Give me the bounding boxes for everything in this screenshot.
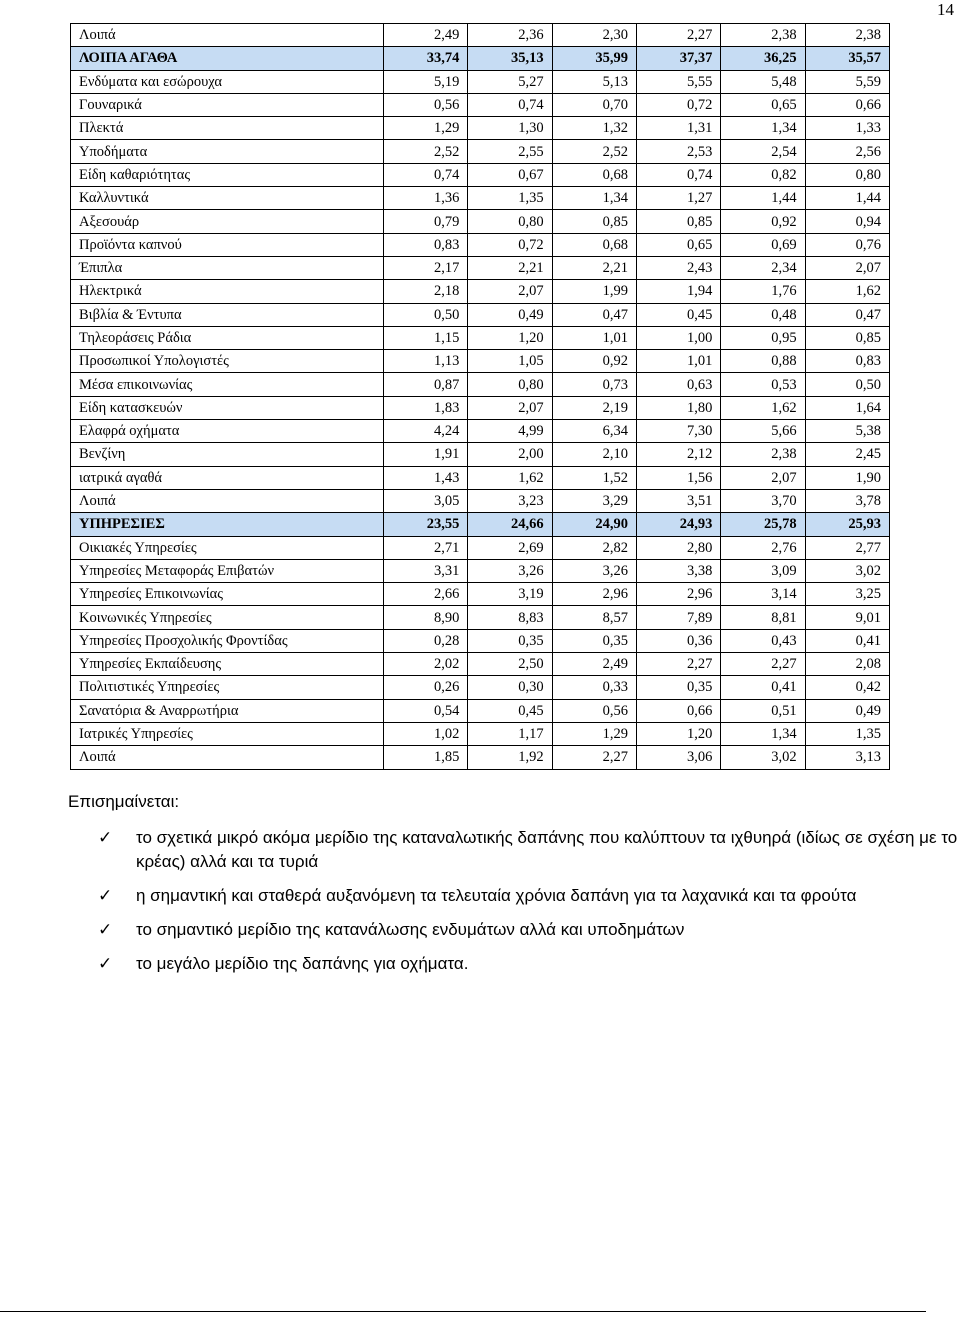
value-cell: 3,02 <box>721 746 805 769</box>
value-cell: 2,27 <box>552 746 636 769</box>
value-cell: 1,62 <box>721 396 805 419</box>
value-cell: 1,35 <box>805 722 889 745</box>
value-cell: 1,20 <box>468 326 552 349</box>
category-total-row <box>71 47 890 70</box>
value-cell: 0,51 <box>721 699 805 722</box>
value-cell: 0,41 <box>805 629 889 652</box>
value-cell: 36,25 <box>721 47 805 70</box>
value-cell: 37,37 <box>636 47 720 70</box>
value-cell: 35,57 <box>805 47 889 70</box>
value-cell: 0,45 <box>468 699 552 722</box>
value-cell: 8,83 <box>468 606 552 629</box>
value-cell: 24,66 <box>468 513 552 536</box>
value-cell: 9,01 <box>805 606 889 629</box>
value-cell: 1,94 <box>636 280 720 303</box>
value-cell: 1,29 <box>552 722 636 745</box>
note-text: το σχετικά μικρό ακόμα μερίδιο της καταναλωτικής δαπάνης που καλύπτουν τα ιχθυηρά (ιδίως σε σχέση με το κρέας) αλλά και τα τυριά <box>136 828 958 871</box>
row-label: Λοιπά <box>71 746 384 769</box>
value-cell: 2,38 <box>805 24 889 47</box>
value-cell: 1,56 <box>636 466 720 489</box>
value-cell: 1,20 <box>636 722 720 745</box>
value-cell: 2,00 <box>468 443 552 466</box>
row-label: Ενδύματα και εσώρουχα <box>71 70 384 93</box>
value-cell: 0,74 <box>636 163 720 186</box>
value-cell: 2,53 <box>636 140 720 163</box>
value-cell: 0,47 <box>805 303 889 326</box>
value-cell: 2,27 <box>636 653 720 676</box>
value-cell: 1,15 <box>384 326 468 349</box>
value-cell: 0,43 <box>721 629 805 652</box>
value-cell: 2,52 <box>552 140 636 163</box>
value-cell: 3,02 <box>805 559 889 582</box>
value-cell: 2,76 <box>721 536 805 559</box>
value-cell: 8,90 <box>384 606 468 629</box>
value-cell: 2,38 <box>721 443 805 466</box>
value-cell: 1,80 <box>636 396 720 419</box>
value-cell: 0,33 <box>552 676 636 699</box>
value-cell: 5,59 <box>805 70 889 93</box>
value-cell: 3,51 <box>636 489 720 512</box>
value-cell: 1,44 <box>805 187 889 210</box>
value-cell: 1,01 <box>552 326 636 349</box>
value-cell: 2,50 <box>468 653 552 676</box>
table-body <box>71 24 890 770</box>
value-cell: 3,25 <box>805 583 889 606</box>
table-row <box>71 233 890 256</box>
row-label: Υπηρεσίες Μεταφοράς Επιβατών <box>71 559 384 582</box>
value-cell: 0,94 <box>805 210 889 233</box>
value-cell: 1,05 <box>468 350 552 373</box>
value-cell: 0,79 <box>384 210 468 233</box>
row-label: Έπιπλα <box>71 256 384 279</box>
value-cell: 2,54 <box>721 140 805 163</box>
table-row <box>71 536 890 559</box>
table-row <box>71 559 890 582</box>
value-cell: 23,55 <box>384 513 468 536</box>
value-cell: 2,27 <box>721 653 805 676</box>
value-cell: 0,49 <box>805 699 889 722</box>
value-cell: 0,69 <box>721 233 805 256</box>
value-cell: 4,99 <box>468 420 552 443</box>
value-cell: 5,19 <box>384 70 468 93</box>
value-cell: 25,78 <box>721 513 805 536</box>
row-label: Σανατόρια & Αναρρωτήρια <box>71 699 384 722</box>
table-row <box>71 24 890 47</box>
value-cell: 2,45 <box>805 443 889 466</box>
value-cell: 0,82 <box>721 163 805 186</box>
value-cell: 3,78 <box>805 489 889 512</box>
value-cell: 3,70 <box>721 489 805 512</box>
value-cell: 25,93 <box>805 513 889 536</box>
row-label: Είδη κατασκευών <box>71 396 384 419</box>
value-cell: 3,29 <box>552 489 636 512</box>
value-cell: 0,85 <box>552 210 636 233</box>
value-cell: 0,45 <box>636 303 720 326</box>
table-row <box>71 606 890 629</box>
note-text: το σημαντικό μερίδιο της κατανάλωσης ενδυμάτων αλλά και υποδημάτων <box>136 920 685 939</box>
value-cell: 3,14 <box>721 583 805 606</box>
value-cell: 2,02 <box>384 653 468 676</box>
value-cell: 1,36 <box>384 187 468 210</box>
value-cell: 2,07 <box>468 280 552 303</box>
value-cell: 2,21 <box>552 256 636 279</box>
value-cell: 8,57 <box>552 606 636 629</box>
value-cell: 2,77 <box>805 536 889 559</box>
row-label: Κοινωνικές Υπηρεσίες <box>71 606 384 629</box>
value-cell: 2,82 <box>552 536 636 559</box>
value-cell: 2,36 <box>468 24 552 47</box>
value-cell: 0,68 <box>552 233 636 256</box>
value-cell: 3,26 <box>468 559 552 582</box>
check-icon: ✓ <box>98 954 113 973</box>
table-row <box>71 140 890 163</box>
value-cell: 1,27 <box>636 187 720 210</box>
row-label: Πλεκτά <box>71 117 384 140</box>
value-cell: 3,31 <box>384 559 468 582</box>
value-cell: 1,34 <box>721 722 805 745</box>
value-cell: 0,50 <box>384 303 468 326</box>
value-cell: 1,85 <box>384 746 468 769</box>
value-cell: 3,23 <box>468 489 552 512</box>
value-cell: 2,96 <box>552 583 636 606</box>
value-cell: 0,35 <box>468 629 552 652</box>
value-cell: 1,44 <box>721 187 805 210</box>
value-cell: 1,99 <box>552 280 636 303</box>
table-row <box>71 466 890 489</box>
value-cell: 1,35 <box>468 187 552 210</box>
row-label: Υπηρεσίες Εκπαίδευσης <box>71 653 384 676</box>
table-row <box>71 396 890 419</box>
value-cell: 35,99 <box>552 47 636 70</box>
value-cell: 0,56 <box>384 93 468 116</box>
value-cell: 5,66 <box>721 420 805 443</box>
value-cell: 0,35 <box>636 676 720 699</box>
value-cell: 0,70 <box>552 93 636 116</box>
row-label: ιατρικά αγαθά <box>71 466 384 489</box>
table-row <box>71 583 890 606</box>
table-row <box>71 256 890 279</box>
value-cell: 0,47 <box>552 303 636 326</box>
value-cell: 1,31 <box>636 117 720 140</box>
value-cell: 0,36 <box>636 629 720 652</box>
value-cell: 3,05 <box>384 489 468 512</box>
table-row <box>71 303 890 326</box>
value-cell: 1,34 <box>721 117 805 140</box>
value-cell: 2,12 <box>636 443 720 466</box>
note-item <box>98 952 958 976</box>
value-cell: 0,49 <box>468 303 552 326</box>
value-cell: 2,07 <box>468 396 552 419</box>
value-cell: 4,24 <box>384 420 468 443</box>
value-cell: 5,55 <box>636 70 720 93</box>
table-row <box>71 676 890 699</box>
value-cell: 24,93 <box>636 513 720 536</box>
table-row <box>71 629 890 652</box>
table-row <box>71 746 890 769</box>
value-cell: 2,07 <box>721 466 805 489</box>
value-cell: 1,91 <box>384 443 468 466</box>
row-label: Λοιπά <box>71 489 384 512</box>
value-cell: 3,09 <box>721 559 805 582</box>
table-row <box>71 489 890 512</box>
row-label: Τηλεοράσεις Ράδια <box>71 326 384 349</box>
row-label: Προϊόντα καπνού <box>71 233 384 256</box>
table-row <box>71 280 890 303</box>
value-cell: 0,88 <box>721 350 805 373</box>
row-label: Λοιπά <box>71 24 384 47</box>
value-cell: 0,76 <box>805 233 889 256</box>
value-cell: 0,63 <box>636 373 720 396</box>
value-cell: 7,30 <box>636 420 720 443</box>
value-cell: 0,26 <box>384 676 468 699</box>
row-label: Οικιακές Υπηρεσίες <box>71 536 384 559</box>
table-row <box>71 210 890 233</box>
value-cell: 3,13 <box>805 746 889 769</box>
value-cell: 2,43 <box>636 256 720 279</box>
category-total-row <box>71 513 890 536</box>
value-cell: 1,02 <box>384 722 468 745</box>
value-cell: 1,13 <box>384 350 468 373</box>
value-cell: 6,34 <box>552 420 636 443</box>
value-cell: 0,92 <box>721 210 805 233</box>
table-row <box>71 70 890 93</box>
note-text: το μεγάλο μερίδιο της δαπάνης για οχήματα. <box>136 954 469 973</box>
value-cell: 0,85 <box>636 210 720 233</box>
row-label: Ελαφρά οχήματα <box>71 420 384 443</box>
value-cell: 0,73 <box>552 373 636 396</box>
check-icon: ✓ <box>98 920 113 939</box>
value-cell: 1,62 <box>805 280 889 303</box>
value-cell: 2,07 <box>805 256 889 279</box>
table-row <box>71 699 890 722</box>
value-cell: 5,13 <box>552 70 636 93</box>
notes-list <box>98 826 958 986</box>
table-row <box>71 117 890 140</box>
row-label: Είδη καθαριότητας <box>71 163 384 186</box>
table-row <box>71 420 890 443</box>
value-cell: 0,74 <box>384 163 468 186</box>
value-cell: 1,17 <box>468 722 552 745</box>
value-cell: 5,38 <box>805 420 889 443</box>
row-label: ΥΠΗΡΕΣΙΕΣ <box>71 513 384 536</box>
table-row <box>71 443 890 466</box>
page-number: 14 <box>937 0 954 19</box>
value-cell: 2,27 <box>636 24 720 47</box>
value-cell: 0,80 <box>468 373 552 396</box>
value-cell: 1,92 <box>468 746 552 769</box>
value-cell: 0,66 <box>636 699 720 722</box>
table-row <box>71 722 890 745</box>
value-cell: 0,42 <box>805 676 889 699</box>
value-cell: 2,96 <box>636 583 720 606</box>
value-cell: 0,80 <box>468 210 552 233</box>
value-cell: 2,08 <box>805 653 889 676</box>
value-cell: 24,90 <box>552 513 636 536</box>
row-label: Πολιτιστικές Υπηρεσίες <box>71 676 384 699</box>
value-cell: 1,52 <box>552 466 636 489</box>
value-cell: 1,90 <box>805 466 889 489</box>
value-cell: 2,18 <box>384 280 468 303</box>
note-item <box>98 826 958 874</box>
value-cell: 2,34 <box>721 256 805 279</box>
value-cell: 2,17 <box>384 256 468 279</box>
row-label: Βενζίνη <box>71 443 384 466</box>
value-cell: 2,21 <box>468 256 552 279</box>
table-row <box>71 187 890 210</box>
value-cell: 2,66 <box>384 583 468 606</box>
row-label: Μέσα επικοινωνίας <box>71 373 384 396</box>
value-cell: 1,29 <box>384 117 468 140</box>
value-cell: 0,35 <box>552 629 636 652</box>
value-cell: 1,76 <box>721 280 805 303</box>
value-cell: 2,38 <box>721 24 805 47</box>
value-cell: 2,49 <box>552 653 636 676</box>
value-cell: 1,32 <box>552 117 636 140</box>
value-cell: 1,62 <box>468 466 552 489</box>
value-cell: 1,34 <box>552 187 636 210</box>
row-label: Προσωπικοί Υπολογιστές <box>71 350 384 373</box>
value-cell: 2,80 <box>636 536 720 559</box>
row-label: Καλλυντικά <box>71 187 384 210</box>
value-cell: 2,52 <box>384 140 468 163</box>
table-row <box>71 653 890 676</box>
note-item <box>98 918 958 942</box>
row-label: ΛΟΙΠΑ ΑΓΑΘΑ <box>71 47 384 70</box>
value-cell: 2,56 <box>805 140 889 163</box>
value-cell: 0,41 <box>721 676 805 699</box>
value-cell: 0,87 <box>384 373 468 396</box>
value-cell: 0,56 <box>552 699 636 722</box>
value-cell: 2,10 <box>552 443 636 466</box>
value-cell: 7,89 <box>636 606 720 629</box>
value-cell: 0,95 <box>721 326 805 349</box>
row-label: Ηλεκτρικά <box>71 280 384 303</box>
value-cell: 0,67 <box>468 163 552 186</box>
row-label: Αξεσουάρ <box>71 210 384 233</box>
row-label: Βιβλία & Έντυπα <box>71 303 384 326</box>
value-cell: 2,71 <box>384 536 468 559</box>
row-label: Υπηρεσίες Επικοινωνίας <box>71 583 384 606</box>
value-cell: 2,49 <box>384 24 468 47</box>
value-cell: 0,28 <box>384 629 468 652</box>
value-cell: 1,00 <box>636 326 720 349</box>
value-cell: 2,55 <box>468 140 552 163</box>
value-cell: 2,30 <box>552 24 636 47</box>
value-cell: 2,19 <box>552 396 636 419</box>
value-cell: 0,72 <box>468 233 552 256</box>
row-label: Ιατρικές Υπηρεσίες <box>71 722 384 745</box>
value-cell: 2,69 <box>468 536 552 559</box>
value-cell: 1,33 <box>805 117 889 140</box>
value-cell: 0,53 <box>721 373 805 396</box>
value-cell: 0,72 <box>636 93 720 116</box>
value-cell: 0,48 <box>721 303 805 326</box>
value-cell: 0,80 <box>805 163 889 186</box>
table-row <box>71 326 890 349</box>
value-cell: 0,30 <box>468 676 552 699</box>
row-label: Γουναρικά <box>71 93 384 116</box>
value-cell: 1,64 <box>805 396 889 419</box>
value-cell: 0,54 <box>384 699 468 722</box>
table-row <box>71 93 890 116</box>
value-cell: 0,66 <box>805 93 889 116</box>
table-row <box>71 373 890 396</box>
check-icon: ✓ <box>98 886 113 905</box>
value-cell: 0,65 <box>636 233 720 256</box>
value-cell: 1,30 <box>468 117 552 140</box>
value-cell: 3,26 <box>552 559 636 582</box>
value-cell: 35,13 <box>468 47 552 70</box>
value-cell: 1,83 <box>384 396 468 419</box>
value-cell: 3,19 <box>468 583 552 606</box>
value-cell: 0,85 <box>805 326 889 349</box>
notes-title: Επισημαίνεται: <box>68 792 180 811</box>
value-cell: 1,01 <box>636 350 720 373</box>
row-label: Υποδήματα <box>71 140 384 163</box>
table-row <box>71 350 890 373</box>
value-cell: 0,83 <box>805 350 889 373</box>
value-cell: 1,43 <box>384 466 468 489</box>
value-cell: 0,74 <box>468 93 552 116</box>
value-cell: 0,68 <box>552 163 636 186</box>
value-cell: 33,74 <box>384 47 468 70</box>
value-cell: 0,83 <box>384 233 468 256</box>
value-cell: 8,81 <box>721 606 805 629</box>
value-cell: 5,27 <box>468 70 552 93</box>
value-cell: 3,38 <box>636 559 720 582</box>
expenditure-table <box>70 23 890 770</box>
note-item <box>98 884 958 908</box>
note-text: η σημαντική και σταθερά αυξανόμενη τα τελευταία χρόνια δαπάνη για τα λαχανικά και τα φρούτα <box>136 886 857 905</box>
value-cell: 0,50 <box>805 373 889 396</box>
value-cell: 0,92 <box>552 350 636 373</box>
value-cell: 3,06 <box>636 746 720 769</box>
row-label: Υπηρεσίες Προσχολικής Φροντίδας <box>71 629 384 652</box>
footer-divider <box>0 1311 926 1312</box>
table-row <box>71 163 890 186</box>
check-icon: ✓ <box>98 828 113 847</box>
value-cell: 0,65 <box>721 93 805 116</box>
value-cell: 5,48 <box>721 70 805 93</box>
